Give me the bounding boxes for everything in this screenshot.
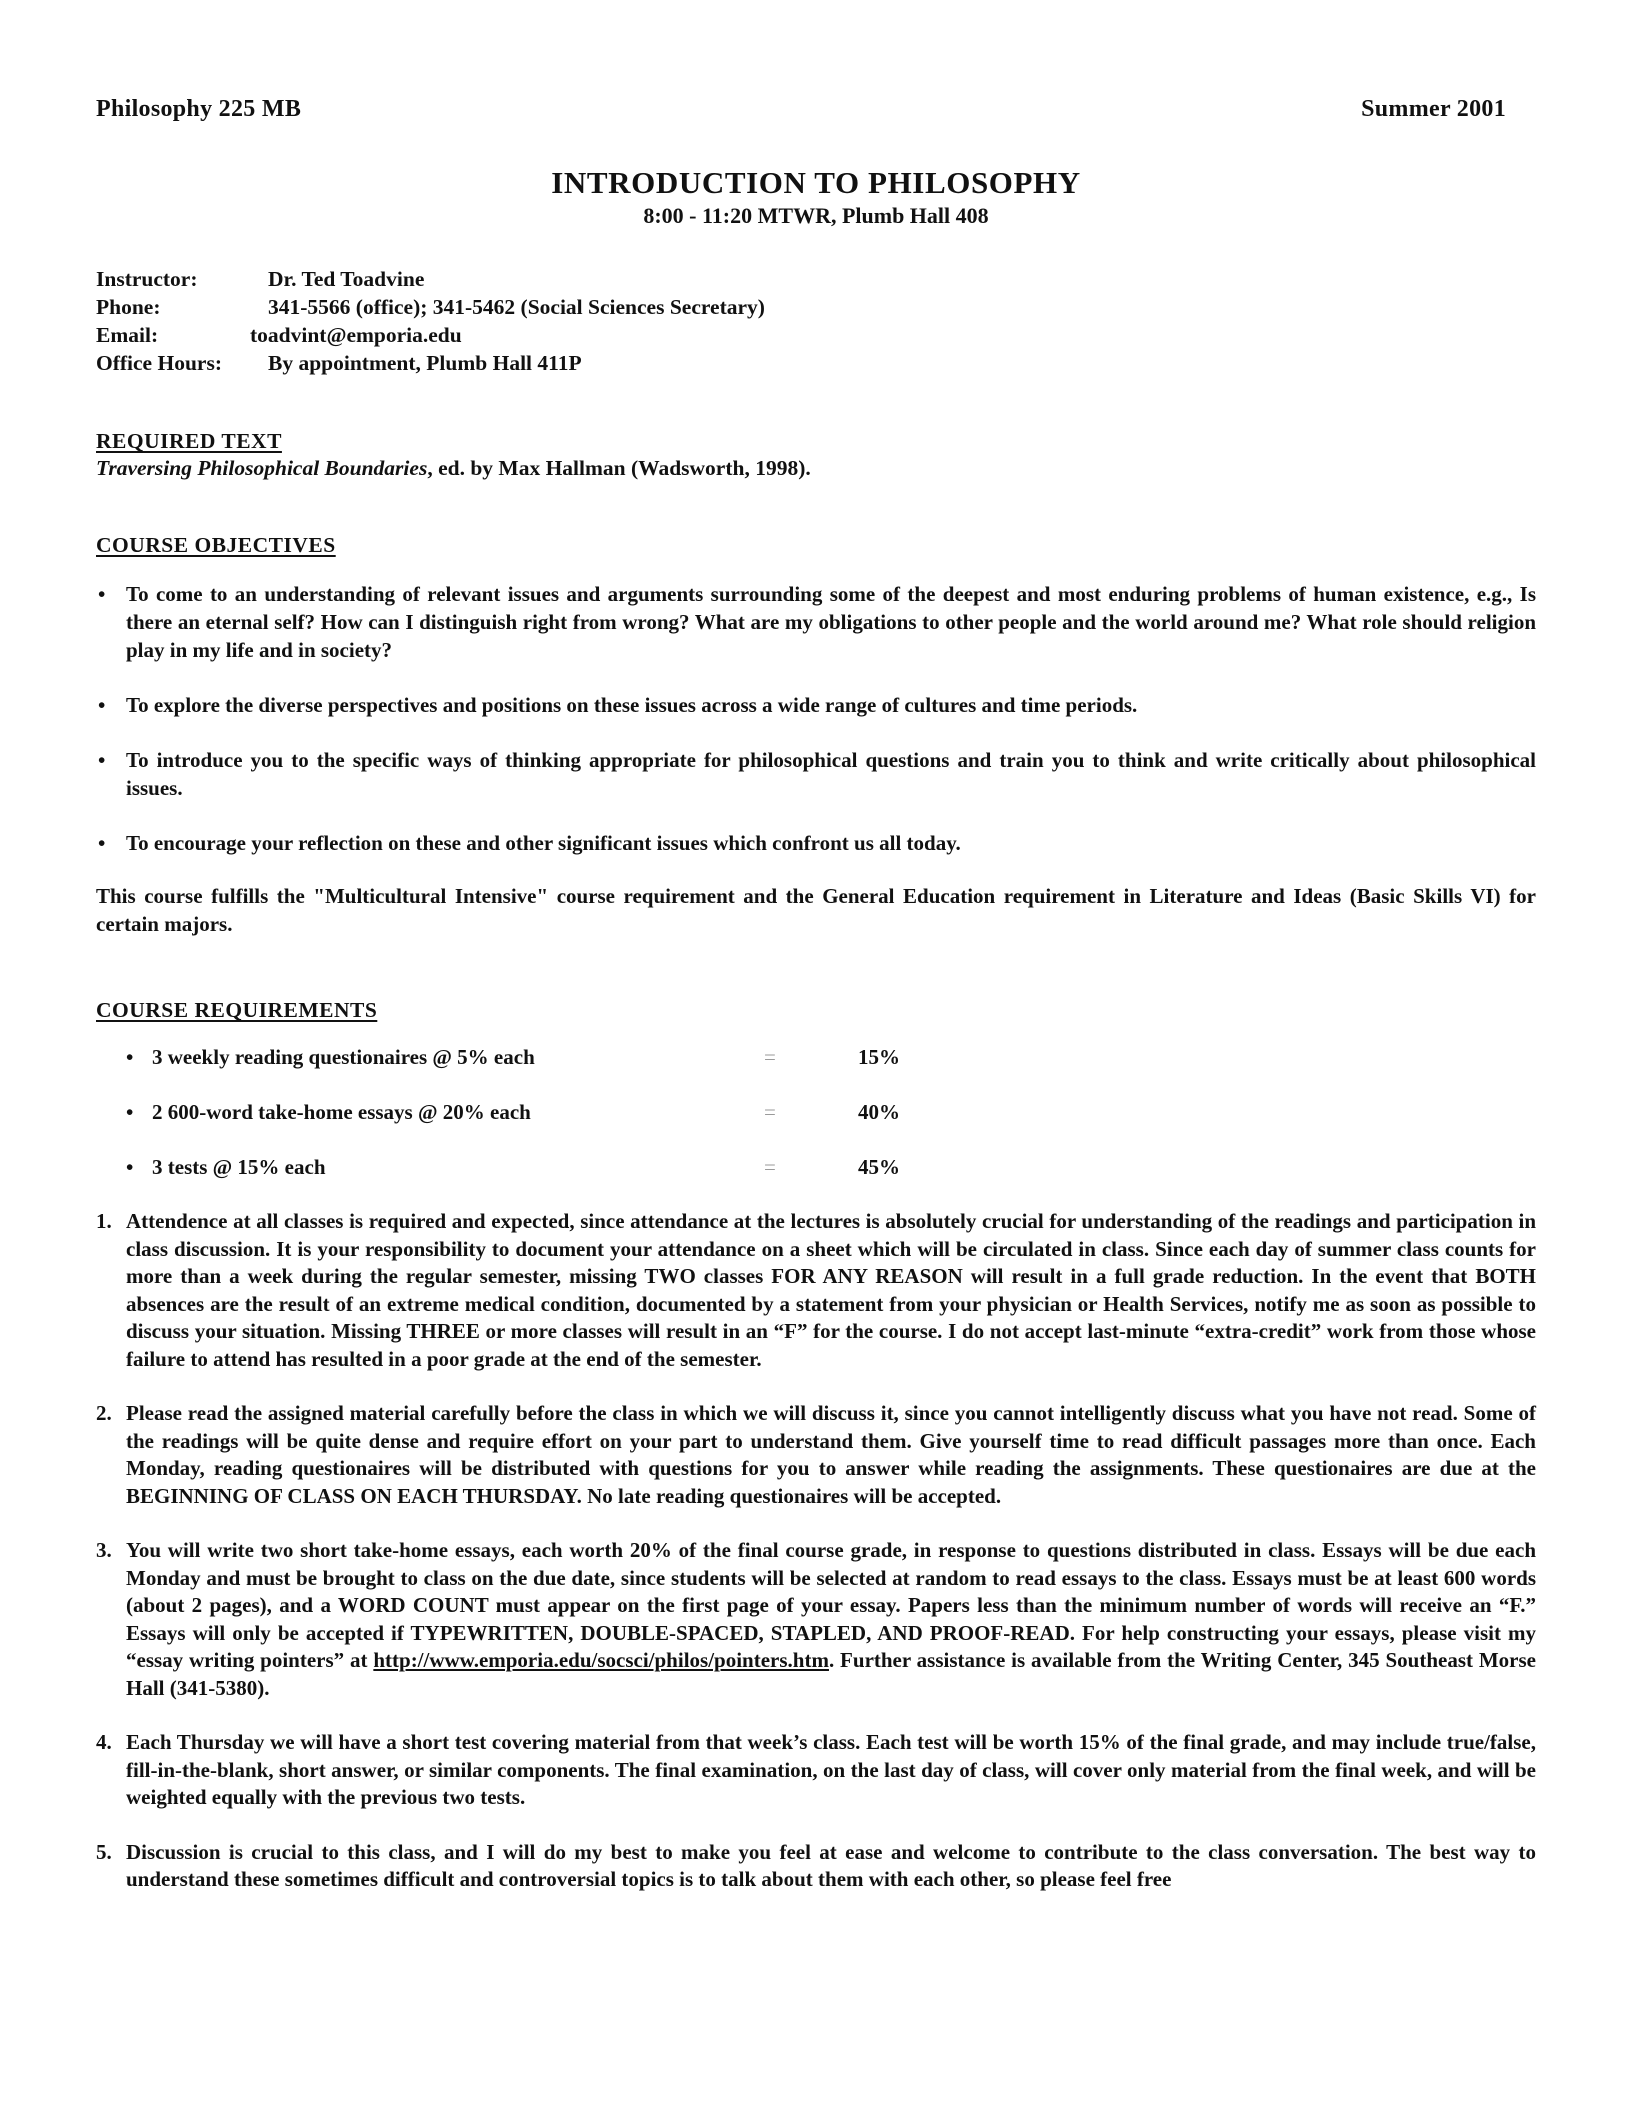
list-item: • To encourage your reflection on these and other significant issues which confront us all today. <box>96 829 1536 857</box>
book-details: , ed. by Max Hallman (Wadsworth, 1998). <box>427 456 811 480</box>
term: Summer 2001 <box>1361 96 1506 122</box>
bullet-icon: • <box>126 1155 134 1179</box>
item-number: 3. <box>96 1538 112 1562</box>
policy-item <box>96 1729 1536 1812</box>
book-title: Traversing Philosophical Boundaries <box>96 456 428 480</box>
list-item: • To explore the diverse perspectives and positions on these issues across a wide range of cultures and time periods. <box>96 691 1536 719</box>
objectives-list <box>96 580 1536 857</box>
equals-sign: = <box>764 1100 776 1124</box>
bullet-icon: • <box>126 1045 134 1069</box>
item-number: 1. <box>96 1209 112 1233</box>
policy-item <box>96 1839 1536 1894</box>
list-item: • To come to an understanding of relevant issues and arguments surrounding some of the deepest and most enduring problems of human existence, e.g., Is there an eternal self? How can I distinguish right from wrong? What are my obligations to other people and the world around me? What role should religion play in my life and in society? <box>96 580 1536 664</box>
course-code: Philosophy 225 MB <box>96 96 302 122</box>
grade-value: 40% <box>858 1100 900 1124</box>
info-label: Office Hours: <box>96 351 222 375</box>
policy-item <box>96 1400 1536 1510</box>
section-heading: COURSE OBJECTIVES <box>96 533 336 557</box>
grade-row <box>126 1043 1536 1071</box>
grade-row <box>126 1098 1536 1126</box>
policy-item <box>96 1208 1536 1373</box>
info-value: 341-5566 (office); 341-5462 (Social Sciences Secretary) <box>268 295 765 319</box>
grade-value: 15% <box>858 1045 900 1069</box>
policy-item <box>96 1537 1536 1702</box>
essay-pointers-link[interactable]: http://www.emporia.edu/socsci/philos/pointers.htm <box>373 1648 829 1672</box>
item-number: 2. <box>96 1401 112 1425</box>
section-heading: REQUIRED TEXT <box>96 429 282 453</box>
email-address[interactable]: toadvint@emporia.edu <box>250 323 462 347</box>
objectives-section <box>96 533 1536 938</box>
policy-text: Each Thursday we will have a short test covering material from that week’s class. Each test will be worth 15% of the final grade, and may include true/false, fill-in-the-blank, short answer, or similar components. The final examination, on the last day of class, will cover only material from the final week, and will be weighted equally with the previous two tests. <box>126 1730 1536 1809</box>
info-row-phone <box>96 293 1536 321</box>
item-number: 4. <box>96 1730 112 1754</box>
fulfills-statement: This course fulfills the "Multicultural Intensive" course requirement and the General Education requirement in Literature and Ideas (Basic Skills VI) for certain majors. <box>96 884 1536 936</box>
equals-sign: = <box>764 1045 776 1069</box>
policy-text: Please read the assigned material carefully before the class in which we will discuss it, since you cannot intelligently discuss what you have not read. Some of the readings will be quite dense and require effort on your part to understand them. Give yourself time to read difficult passages more than once. Each Monday, reading questionaires will be distributed with questions for you to answer while reading the assignments. These questionaires are due at the BEGINNING OF CLASS ON EACH THURSDAY. No late reading questionaires will be accepted. <box>126 1401 1536 1508</box>
grade-label: 3 weekly reading questionaires @ 5% each <box>152 1045 535 1069</box>
instructor-info <box>96 265 1536 377</box>
bullet-icon: • <box>126 1100 134 1124</box>
required-text-section <box>96 429 1536 481</box>
info-label: Email: <box>96 323 159 347</box>
info-row-office-hours <box>96 349 1536 377</box>
required-book <box>96 456 1536 481</box>
policy-text: . Further assistance is available from the Writing Center, 345 Southeast Morse Hall (341-5380). <box>126 1648 1536 1700</box>
grade-label: 3 tests @ 15% each <box>152 1155 326 1179</box>
syllabus-page <box>96 96 1536 1921</box>
equals-sign: = <box>764 1155 776 1179</box>
info-label: Instructor: <box>96 267 198 291</box>
policy-text: Attendence at all classes is required and expected, since attendance at the lectures is absolutely crucial for understanding of the readings and participation in class discussion. It is your responsibility to document your attendance on a sheet which will be circulated in class. Since each day of summer class counts for more than a week during the regular semester, missing TWO classes FOR ANY REASON will result in a full grade reduction. In the event that BOTH absences are the result of an extreme medical condition, documented by a statement from your physician or Health Services, notify me as soon as possible to discuss your situation. Missing THREE or more classes will result in an “F” for the course. I do not accept last-minute “extra-credit” work from those whose failure to attend has resulted in a poor grade at the end of the semester. <box>126 1209 1536 1371</box>
list-item: • To introduce you to the specific ways of thinking appropriate for philosophical questions and train you to think and write critically about philosophical issues. <box>96 746 1536 802</box>
grade-breakdown <box>126 1043 1536 1181</box>
page-header <box>96 96 1536 123</box>
info-label: Phone: <box>96 295 161 319</box>
title-block <box>96 165 1536 229</box>
page-title: INTRODUCTION TO PHILOSOPHY <box>551 165 1081 200</box>
grade-row <box>126 1153 1536 1181</box>
grade-label: 2 600-word take-home essays @ 20% each <box>152 1100 531 1124</box>
policy-text: You will write two short take-home essays, each worth 20% of the final course grade, in response to questions distributed in class. Essays will be due each Monday and must be brought to class on the due date, since students will be selected at random to read essays to the class. Essays must be at least 600 words (about 2 pages), and a WORD COUNT must appear on the first page of your essay. Papers less than the minimum number of words will receive an “F.” Essays will only be accepted if TYPEWRITTEN, DOUBLE-SPACED, STAPLED, AND PROOF-READ. For help constructing your essays, please visit my “essay writing pointers” at <box>126 1538 1536 1672</box>
grade-value: 45% <box>858 1155 900 1179</box>
class-schedule: 8:00 - 11:20 MTWR, Plumb Hall 408 <box>643 203 989 228</box>
info-row-instructor <box>96 265 1536 293</box>
policy-text: Discussion is crucial to this class, and I will do my best to make you feel at ease and welcome to contribute to the class conversation. The best way to understand these sometimes difficult and controversial topics is to talk about them with each other, so please feel free <box>126 1839 1536 1891</box>
info-value: Dr. Ted Toadvine <box>268 267 425 291</box>
item-number: 5. <box>96 1839 112 1864</box>
section-heading: COURSE REQUIREMENTS <box>96 998 378 1022</box>
requirements-section <box>96 998 1536 1894</box>
info-value: By appointment, Plumb Hall 411P <box>268 351 582 375</box>
info-row-email <box>96 321 1536 349</box>
policy-list <box>96 1208 1536 1894</box>
